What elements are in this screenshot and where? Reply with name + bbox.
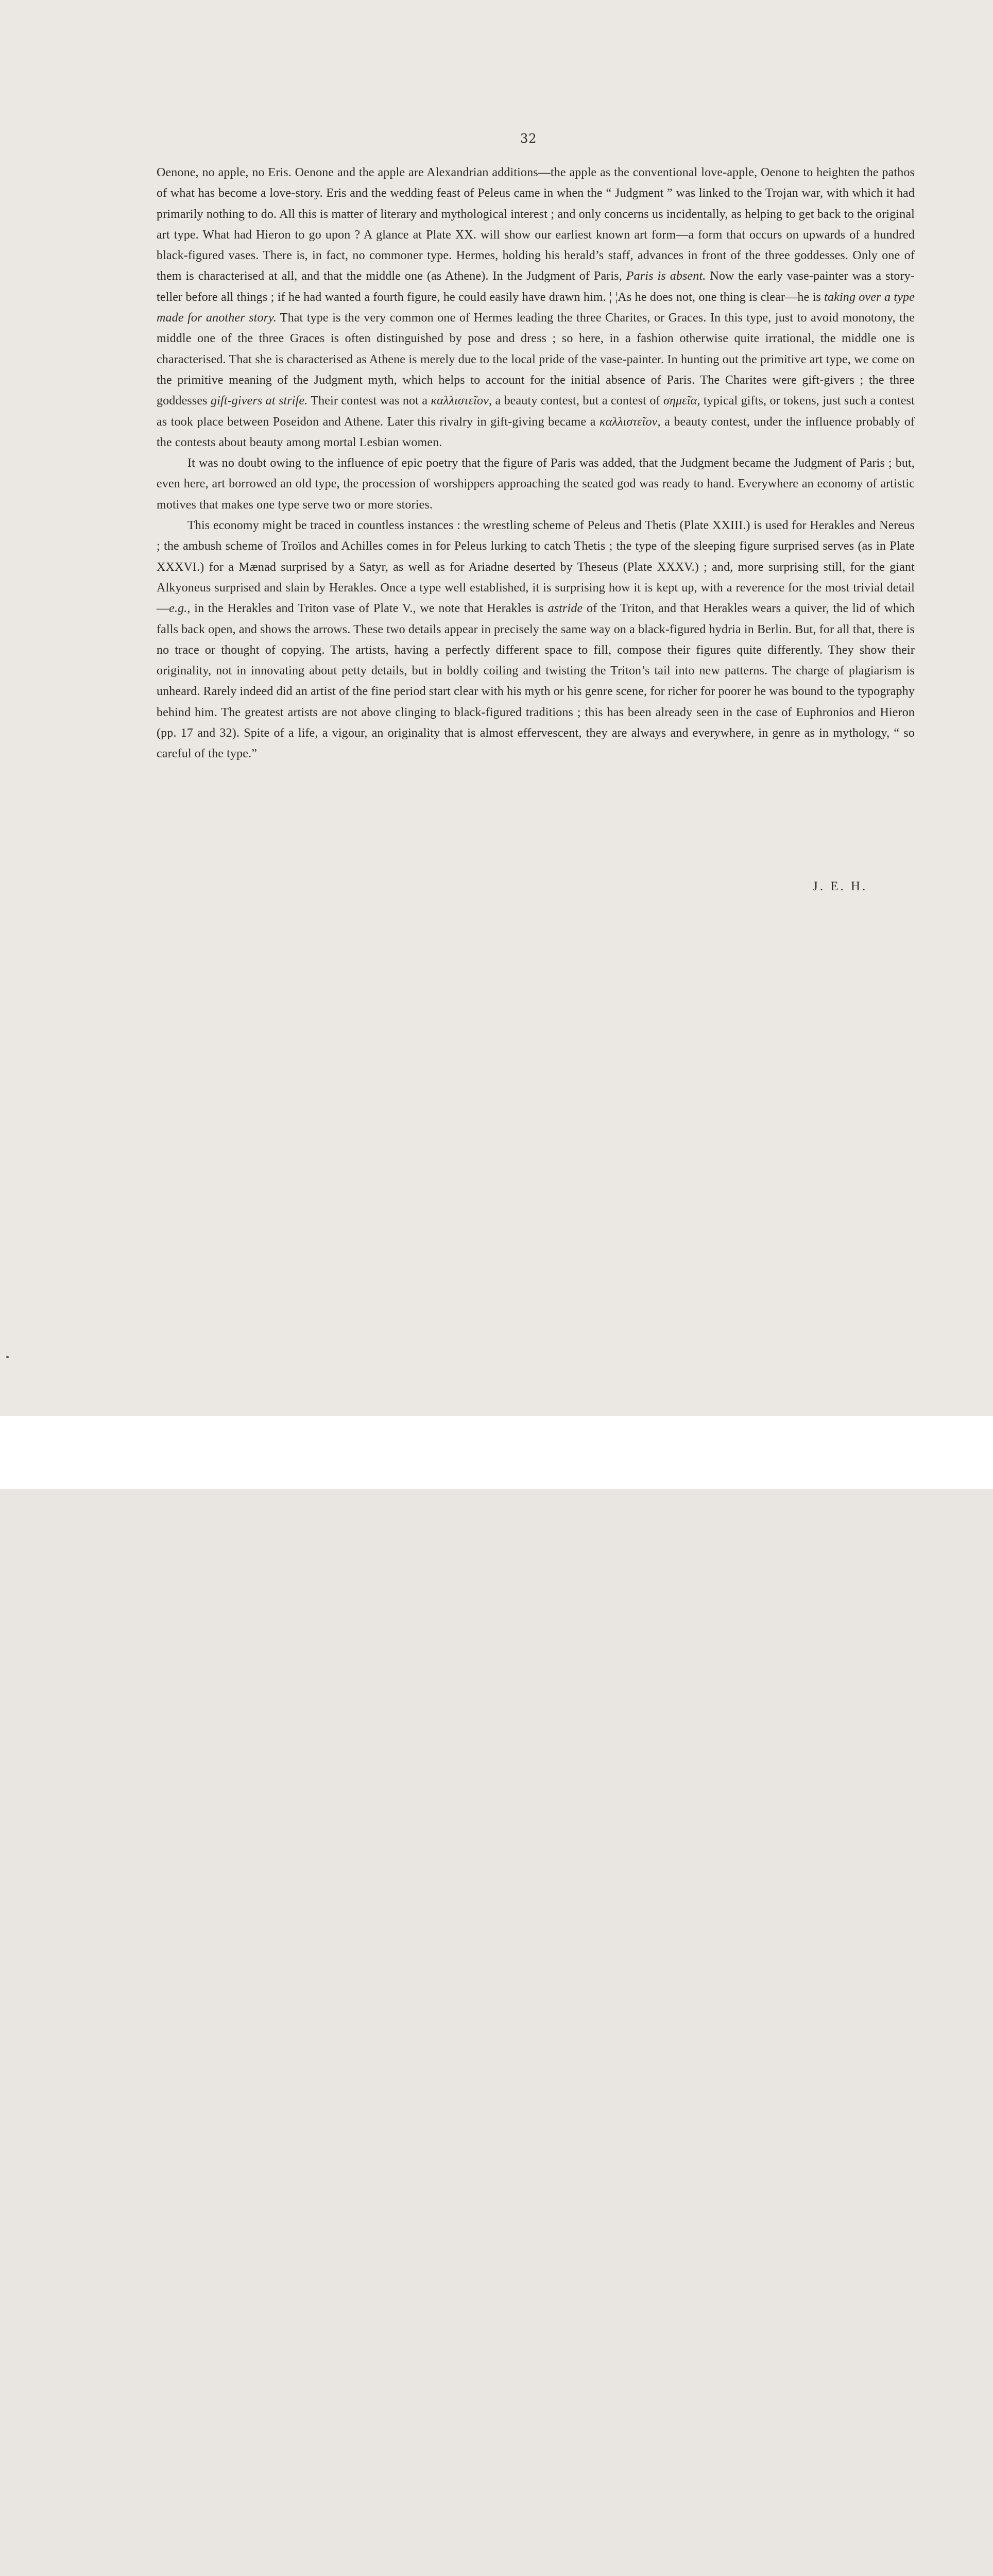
italic-run: καλλιστεῖον, xyxy=(600,415,661,429)
text-run: That type is the very common one of Hermes leading the three Charites, or Graces. In this type, just to avoid monotony, the middle one of the three Graces is often distinguished by pose and dress ; so here, in a fashion otherwise quite irrational, the middle one is characterised. That she is characterised as Athene is merely due to the local pride of the vase-painter. In hunting out the primitive art type, we come on the primitive meaning of the Judgment myth, which helps to account for the initial absence of Paris. The Charites were gift-givers ; the three goddesses xyxy=(157,311,915,408)
text-run: , in the Herakles and Triton vase of Plate V., we note that Herakles is xyxy=(187,602,548,616)
paragraph xyxy=(157,453,915,515)
text-run: a beauty contest, under the influence probably of the contests about beauty among mortal Lesbian women. xyxy=(157,415,915,449)
text-run: Their contest was not a xyxy=(307,394,431,408)
footer-bar xyxy=(0,1416,993,1489)
text-run: It was no doubt owing to the influence of epic poetry that the figure of Paris was added, that the Judgment became the Judgment of Paris ; but, even here, art borrowed an old type, the procession of worshippers approaching the seated god was ready to hand. Everywhere an economy of artistic motives that makes one type serve two or more stories. xyxy=(157,456,915,512)
body-text xyxy=(157,162,915,765)
italic-run: astride xyxy=(547,602,583,616)
text-run: Oenone, no apple, no Eris. Oenone and the apple are Alexandrian additions—the apple as the conventional love-apple, Oenone to heighten the pathos of what has become a love-story. Eris and the wedding feast of Peleus came in when the “ Judgment ” was linked to the Trojan war, with which it had primarily nothing to do. All this is matter of literary and mythological interest ; and only concerns us incidentally, as helping to get back to the original art type. What had Hieron to go upon ? A glance at Plate XX. will show our earliest known art form—a form that occurs on upwards of a hundred black-figured vases. There is, in fact, no commoner type. Hermes, holding his herald’s staff, advances in front of the three goddesses. Only one of them is characterised at all, and that the middle one (as Athene). In the Judgment of Paris, xyxy=(157,166,915,283)
text-run: typical gifts, or tokens, just such a contest as took place between Poseidon and Athene. Later this rivalry in gift-giving became a xyxy=(157,394,915,429)
text-run: This economy might be traced in countless instances : the wrestling scheme of Peleus and Thetis (Plate XXIII.) is used for Herakles and Nereus ; the ambush scheme of Troïlos and Achilles comes in for Peleus lurking to catch Thetis ; the type of the sleeping figure surprised serves (as in Plate XXXVI.) for a Mænad surprised by a Satyr, as well as for Ariadne deserted by Theseus (Plate XXXV.) ; and, more surprising still, for the giant Alkyoneus surprised and slain by Herakles. Once a type well established, it is surprising how it is kept up, with a reverence for the most trivial detail— xyxy=(157,519,915,616)
italic-run: e.g. xyxy=(169,602,187,616)
italic-run: σημεῖα, xyxy=(663,394,700,408)
italic-run: Paris is absent. xyxy=(626,269,706,283)
scan-speck xyxy=(6,1356,9,1358)
paragraph xyxy=(157,515,915,765)
italic-run: taking over a type made for another story. xyxy=(157,290,915,325)
paragraph xyxy=(157,162,915,453)
italic-run: καλλιστεῖον, xyxy=(431,394,492,408)
text-run: Now the early vase-painter was a story-teller before all things ; if he had wanted a fourth figure, he could easily have drawn him. ¦ ¦As he does not, one thing is clear—he is xyxy=(157,269,915,304)
text-run: a beauty contest, but a contest of xyxy=(492,394,663,408)
italic-run: gift-givers at strife. xyxy=(211,394,308,408)
author-signature: J. E. H. xyxy=(813,879,868,893)
text-run: of the Triton, and that Herakles wears a quiver, the lid of which falls back open, and shows the arrows. These two details appear in precisely the same way on a black-figured hydria in Berlin. But, for all that, there is no trace or thought of copying. The artists, having a perfectly different space to fill, compose their figures quite differently. They show their originality, not in innovating about petty details, but in boldly coiling and twisting the Triton’s tail into new patterns. The charge of plagiarism is unheard. Rarely indeed did an artist of the fine period start clear with his myth or his genre scene, for richer for poorer he was bound to the typography behind him. The greatest artists are not above clinging to black-figured traditions ; this has been already seen in the case of Euphronios and Hieron (pp. 17 and 32). Spite of a life, a vigour, an originality that is almost effervescent, they are always and everywhere, in genre as in mythology, “ so careful of the type.” xyxy=(157,602,915,761)
page-number: 32 xyxy=(520,131,537,146)
